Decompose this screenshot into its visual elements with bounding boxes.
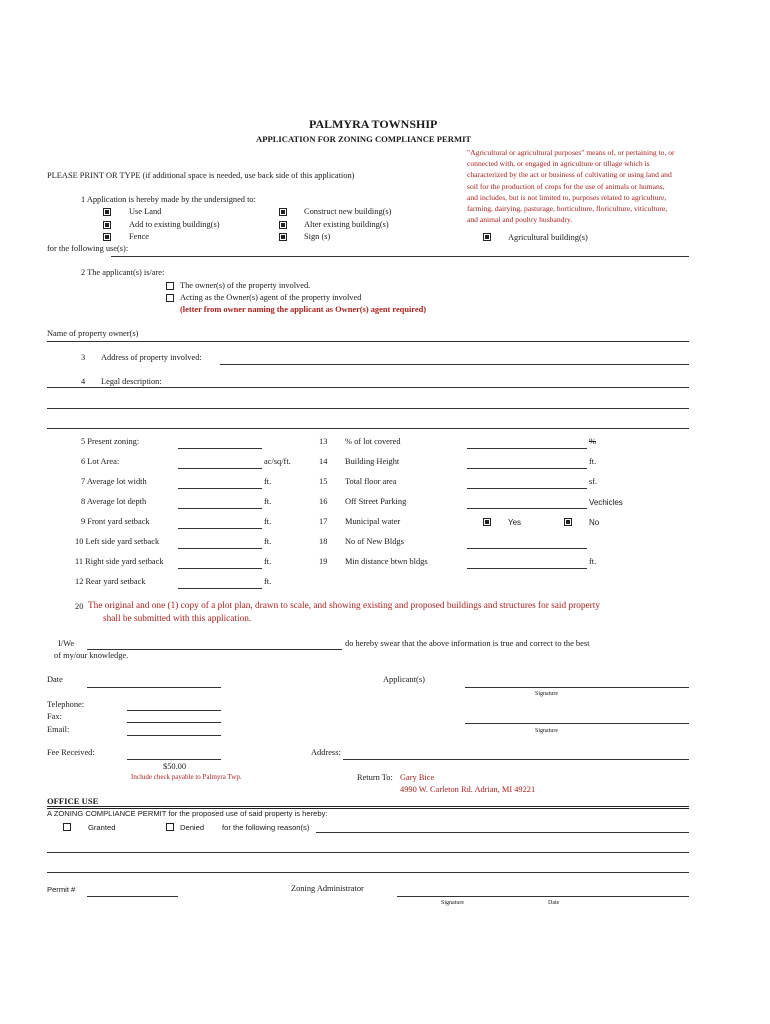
building-height-unit: ft. bbox=[589, 457, 597, 466]
denied-label: Denied bbox=[180, 823, 205, 832]
applicant-signature-caption-1: Signature bbox=[535, 691, 558, 697]
construct-new-label: Construct new building(s) bbox=[304, 207, 392, 216]
construct-new-checkbox[interactable] bbox=[279, 208, 287, 216]
admin-date-caption: Date bbox=[548, 900, 560, 906]
legal-description-line-3[interactable] bbox=[47, 428, 689, 429]
telephone-line[interactable] bbox=[127, 710, 221, 711]
right-setback-label: 11 Right side yard setback bbox=[75, 557, 164, 566]
reasons-line-1[interactable] bbox=[316, 832, 689, 833]
front-setback-label: 9 Front yard setback bbox=[81, 517, 150, 526]
right-setback-line[interactable] bbox=[178, 568, 262, 569]
min-distance-label: Min distance btwn bldgs bbox=[345, 557, 428, 566]
present-zoning-label: 5 Present zoning: bbox=[81, 437, 140, 446]
water-yes-checkbox[interactable] bbox=[483, 518, 491, 526]
form-title: PALMYRA TOWNSHIP bbox=[309, 117, 438, 131]
agricultural-checkbox[interactable] bbox=[483, 233, 491, 241]
oath-statement: do hereby swear that the above information is true and correct to the best bbox=[345, 639, 590, 648]
lot-covered-line[interactable] bbox=[467, 448, 587, 449]
floor-area-line[interactable] bbox=[467, 488, 587, 489]
address-label: Address of property involved: bbox=[101, 353, 202, 362]
building-height-label: Building Height bbox=[345, 457, 400, 466]
front-setback-unit: ft. bbox=[264, 517, 272, 526]
lot-width-line[interactable] bbox=[178, 488, 262, 489]
rear-setback-label: 12 Rear yard setback bbox=[75, 577, 146, 586]
email-line[interactable] bbox=[127, 735, 221, 736]
date-line[interactable] bbox=[87, 687, 221, 688]
permit-number-line[interactable] bbox=[87, 896, 178, 897]
alter-existing-checkbox[interactable] bbox=[279, 221, 287, 229]
left-setback-label: 10 Left side yard setback bbox=[75, 537, 160, 546]
granted-label: Granted bbox=[88, 823, 116, 832]
zoning-administrator-label: Zoning Administrator bbox=[291, 884, 364, 893]
use-land-label: Use Land bbox=[129, 207, 162, 216]
building-height-number: 14 bbox=[319, 457, 328, 466]
reasons-label: for the following reason(s) bbox=[222, 823, 310, 832]
lot-covered-number: 13 bbox=[319, 437, 328, 446]
form-subtitle: APPLICATION FOR ZONING COMPLIANCE PERMIT bbox=[256, 134, 472, 144]
right-setback-unit: ft. bbox=[264, 557, 272, 566]
zoning-administrator-line[interactable] bbox=[397, 896, 689, 897]
parking-line[interactable] bbox=[467, 508, 587, 509]
oath-knowledge: of my/our knowledge. bbox=[54, 651, 129, 660]
fee-received-line[interactable] bbox=[127, 759, 221, 760]
address-signer-label: Address: bbox=[311, 748, 341, 757]
municipal-water-label: Municipal water bbox=[345, 517, 401, 526]
office-use-heading: OFFICE USE bbox=[47, 796, 99, 806]
lot-covered-label: % of lot covered bbox=[345, 437, 401, 446]
lot-depth-label: 8 Average lot depth bbox=[81, 497, 147, 506]
present-zoning-line[interactable] bbox=[178, 448, 262, 449]
left-setback-line[interactable] bbox=[178, 548, 262, 549]
fence-label: Fence bbox=[129, 232, 149, 241]
lot-depth-unit: ft. bbox=[264, 497, 272, 506]
fee-received-label: Fee Received: bbox=[47, 748, 95, 757]
return-name: Gary Bice bbox=[400, 773, 435, 782]
floor-area-unit: sf. bbox=[589, 477, 598, 486]
applicant-signature-caption-2: Signature bbox=[535, 728, 558, 734]
email-label: Email: bbox=[47, 725, 70, 734]
permit-number-label: Permit # bbox=[47, 885, 76, 894]
new-bldgs-label: No of New Bldgs bbox=[345, 537, 404, 546]
denied-checkbox[interactable] bbox=[166, 823, 174, 831]
water-no-label: No bbox=[589, 518, 600, 527]
sign-checkbox[interactable] bbox=[279, 233, 287, 241]
reasons-line-3[interactable] bbox=[47, 872, 689, 873]
fence-checkbox[interactable] bbox=[103, 233, 111, 241]
address-line[interactable] bbox=[220, 364, 689, 365]
use-land-checkbox[interactable] bbox=[103, 208, 111, 216]
section-20-number: 20 bbox=[75, 602, 84, 611]
permit-statement: A ZONING COMPLIANCE PERMIT for the proposed use of said property is hereby: bbox=[47, 809, 328, 818]
agent-checkbox[interactable] bbox=[166, 294, 174, 302]
following-uses-line[interactable] bbox=[111, 256, 689, 257]
lot-width-label: 7 Average lot width bbox=[81, 477, 147, 486]
fee-amount: $50.00 bbox=[163, 762, 187, 771]
iwe-name-line[interactable] bbox=[87, 649, 342, 650]
return-to-label: Return To: bbox=[357, 773, 393, 782]
applicant-signature-line-1[interactable] bbox=[465, 687, 689, 688]
min-distance-line[interactable] bbox=[467, 568, 587, 569]
municipal-water-number: 17 bbox=[319, 517, 328, 526]
agricultural-definition: "Agricultural or agricultural purposes" means of, or pertaining to, or connected with, or engaged in agriculture or tillage which is characterized by the act or business of cultivating or using land and soil for the production of crops for the use of animals or humans, and includes, but is not limited to, purposes related to agriculture, farming, dairying, pasturage, horticulture, floriculture, viticulture, and animal and poultry husbandry. bbox=[467, 148, 675, 225]
water-yes-label: Yes bbox=[508, 518, 522, 527]
legal-description-line-2[interactable] bbox=[47, 408, 689, 409]
section-3-number: 3 bbox=[81, 353, 86, 362]
fax-line[interactable] bbox=[127, 722, 221, 723]
iwe-label: I/We bbox=[58, 639, 75, 648]
return-address: 4990 W. Carleton Rd. Adrian, MI 49221 bbox=[400, 785, 536, 794]
rear-setback-line[interactable] bbox=[178, 588, 262, 589]
parking-label: Off Street Parking bbox=[345, 497, 407, 506]
new-bldgs-number: 18 bbox=[319, 537, 328, 546]
rear-setback-unit: ft. bbox=[264, 577, 272, 586]
min-distance-number: 19 bbox=[319, 557, 328, 566]
address-signer-line[interactable] bbox=[343, 759, 689, 760]
lot-depth-line[interactable] bbox=[178, 508, 262, 509]
lot-area-unit: ac/sq/ft. bbox=[264, 457, 291, 466]
left-setback-unit: ft. bbox=[264, 537, 272, 546]
owner-name-label: Name of property owner(s) bbox=[47, 329, 139, 338]
agent-letter-note: (letter from owner naming the applicant as Owner(s) agent required) bbox=[180, 305, 427, 314]
plot-plan-note-line-2: shall be submitted with this application. bbox=[103, 614, 252, 624]
fax-label: Fax: bbox=[47, 712, 62, 721]
min-distance-unit: ft. bbox=[589, 557, 597, 566]
alter-existing-label: Alter existing building(s) bbox=[304, 220, 389, 229]
lot-area-label: 6 Lot Area: bbox=[81, 457, 120, 466]
instructions: PLEASE PRINT OR TYPE (if additional space is needed, use back side of this application) bbox=[47, 171, 355, 180]
floor-area-number: 15 bbox=[319, 477, 328, 486]
owner-name-line[interactable] bbox=[47, 341, 689, 342]
section-1-label: 1 Application is hereby made by the undersigned to: bbox=[81, 195, 256, 204]
lot-width-unit: ft. bbox=[264, 477, 272, 486]
section-4-number: 4 bbox=[81, 377, 86, 386]
legal-description-label: Legal description: bbox=[101, 377, 162, 386]
building-height-line[interactable] bbox=[467, 468, 587, 469]
applicant-signature-line-2[interactable] bbox=[465, 723, 689, 724]
applicants-label: Applicant(s) bbox=[383, 675, 425, 684]
legal-description-line-1[interactable] bbox=[47, 387, 689, 388]
owner-checkbox[interactable] bbox=[166, 282, 174, 290]
parking-number: 16 bbox=[319, 497, 328, 506]
floor-area-label: Total floor area bbox=[345, 477, 397, 486]
agent-label: Acting as the Owner(s) agent of the property involved bbox=[180, 293, 362, 302]
check-payable-note: Include check payable to Palmyra Twp. bbox=[131, 773, 242, 781]
telephone-label: Telephone: bbox=[47, 700, 85, 709]
add-existing-checkbox[interactable] bbox=[103, 221, 111, 229]
agricultural-label: Agricultural building(s) bbox=[508, 233, 588, 242]
office-use-divider-top bbox=[47, 806, 689, 807]
section-2-label: 2 The applicant(s) is/are: bbox=[81, 268, 165, 277]
water-no-checkbox[interactable] bbox=[564, 518, 572, 526]
add-existing-label: Add to existing building(s) bbox=[129, 220, 220, 229]
lot-covered-unit: % bbox=[589, 437, 596, 446]
new-bldgs-line[interactable] bbox=[467, 548, 587, 549]
granted-checkbox[interactable] bbox=[63, 823, 71, 831]
sign-label: Sign (s) bbox=[304, 232, 331, 241]
reasons-line-2[interactable] bbox=[47, 852, 689, 853]
plot-plan-note-line-1: The original and one (1) copy of a plot plan, drawn to scale, and showing existing and proposed buildings and structures for said property bbox=[88, 601, 600, 611]
front-setback-line[interactable] bbox=[178, 528, 262, 529]
owner-label: The owner(s) of the property involved. bbox=[180, 281, 311, 290]
date-label: Date bbox=[47, 675, 63, 684]
following-uses-label: for the following use(s): bbox=[47, 244, 129, 253]
parking-unit: Vechicles bbox=[589, 498, 623, 507]
lot-area-line[interactable] bbox=[178, 468, 262, 469]
admin-signature-caption: Signature bbox=[441, 900, 464, 906]
